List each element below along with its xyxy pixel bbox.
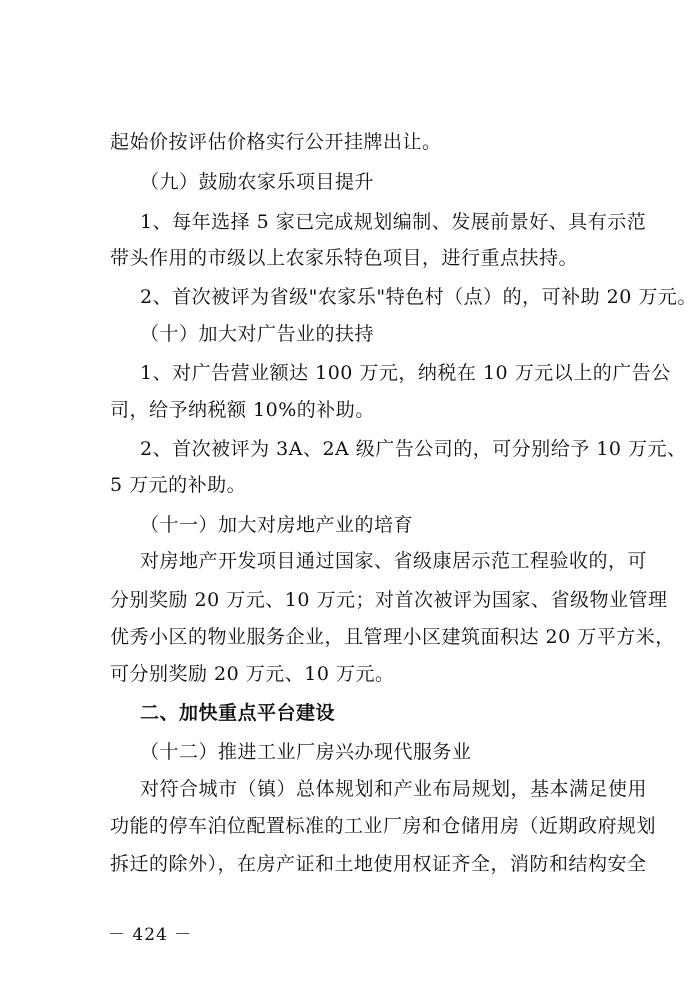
- body-text-line: 对房地产开发项目通过国家、省级康居示范工程验收的，可: [140, 550, 648, 572]
- page-number: － 424 －: [108, 925, 193, 945]
- body-text-line: 分别奖励 20 万元、10 万元；对首次被评为国家、省级物业管理: [110, 589, 668, 611]
- section-heading: （十一）加大对房地产业的培育: [140, 514, 414, 536]
- section-heading: （十）加大对广告业的扶持: [140, 323, 375, 345]
- body-text-line: 2、首次被评为 3A、2A 级广告公司的，可分别给予 10 万元、: [140, 438, 687, 460]
- body-text-line: 1、每年选择 5 家已完成规划编制、发展前景好、具有示范: [140, 211, 647, 233]
- body-text-line: 拆迁的除外），在房产证和土地使用权证齐全，消防和结构安全: [110, 853, 647, 875]
- body-text-line: 可分别奖励 20 万元、10 万元。: [110, 663, 395, 685]
- body-text-line: 优秀小区的物业服务企业，且管理小区建筑面积达 20 万平方米，: [110, 626, 675, 648]
- body-text-line: 1、对广告营业额达 100 万元，纳税在 10 万元以上的广告公: [140, 362, 671, 384]
- body-text-line: 5 万元的补助。: [110, 474, 247, 496]
- body-text-line: 司，给予纳税额 10%的补助。: [110, 399, 375, 421]
- section-heading: （九）鼓励农家乐项目提升: [140, 171, 375, 193]
- body-text-line: 对符合城市（镇）总体规划和产业布局规划，基本满足使用: [140, 778, 648, 800]
- chapter-heading: 二、加快重点平台建设: [140, 702, 336, 724]
- body-text-line: 起始价按评估价格实行公开挂牌出让。: [110, 131, 442, 153]
- body-text-line: 功能的停车泊位配置标准的工业厂房和仓储用房（近期政府规划: [110, 815, 657, 837]
- section-heading: （十二）推进工业厂房兴办现代服务业: [140, 741, 472, 763]
- body-text-line: 带头作用的市级以上农家乐特色项目，进行重点扶持。: [110, 247, 579, 269]
- body-text-line: 2、首次被评为省级"农家乐"特色村（点）的，可补助 20 万元。: [140, 286, 697, 308]
